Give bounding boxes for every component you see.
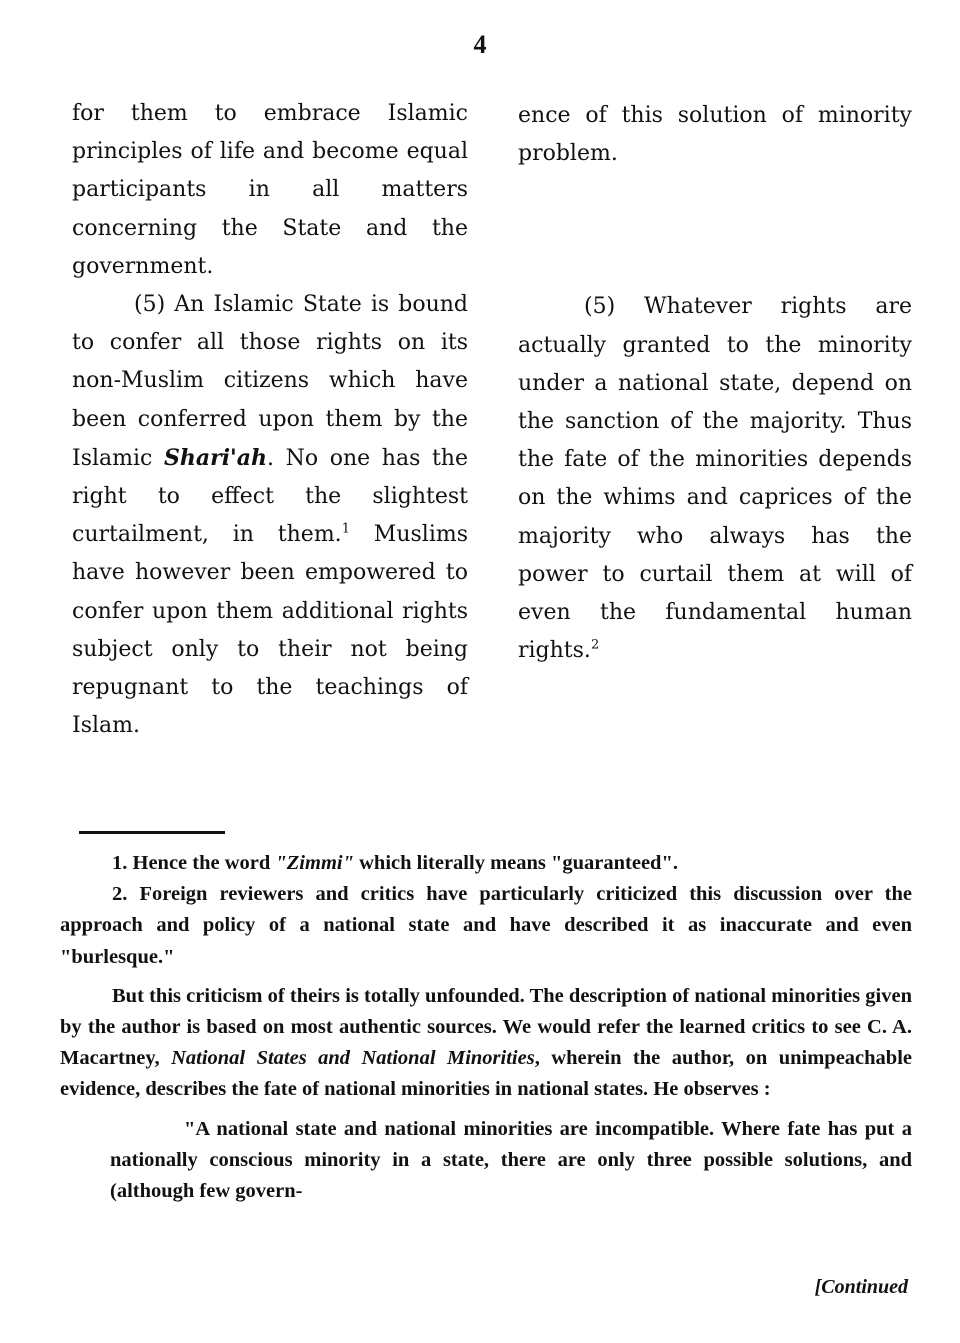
left-paragraph-2 — [72, 286, 468, 745]
footnote-2-number: 2. — [112, 883, 128, 906]
left-paragraph-2-text-b: . No one has the right to effect the slightest curtailment, in them. — [72, 445, 468, 548]
left-column — [72, 95, 468, 745]
footnote-1-text-b: which literally means "guaranteed". — [353, 852, 678, 874]
footnote-ref-1: 1 — [341, 521, 350, 537]
left-paragraph-2-text-c: Muslims have however been empowered to confer upon them additional rights subject only to their not being repugnant to the teachings of Islam. — [72, 522, 469, 739]
footnote-2-continuation — [60, 981, 912, 1106]
footnote-1 — [60, 848, 912, 879]
footnote-1-number: 1. — [112, 852, 128, 874]
right-paragraph-2 — [518, 288, 912, 670]
footnote-2-text: Foreign reviewers and critics have particularly criticized this discussion over the approach and policy of a national state and have described it as inaccurate and even "burlesque." — [60, 883, 912, 968]
right-paragraph-2-text: (5) Whatever rights are actually granted to the minority under a national state, depend on the sanction of the majority. Thus the fate of the minorities depends on the whims and caprices of the majority who always has the power to curtail them at will of even the fundamental human rights. — [518, 294, 912, 664]
footnote-ref-2: 2 — [590, 637, 600, 653]
continuation-text-a: But this criticism of theirs is totally unfounded. The description of national minorities given by the author is based on most authentic sources. We would refer the learned critics to see C. A. Macartney, — [60, 984, 912, 1070]
continued-marker: [Continued — [814, 1276, 908, 1298]
zimmi-term: "Zimmi" — [275, 852, 354, 874]
left-paragraph-1: for them to embrace Islamic principles of life and become equal participants in all matters concerning the State and the government. — [72, 101, 468, 279]
footnote-1-text-a: Hence the word — [127, 852, 276, 874]
left-paragraph-2-text-a: (5) An Islamic State is bound to confer all those rights on its non-Muslim citizens which have been conferred upon them by the Islamic — [72, 292, 468, 471]
footnotes-section — [60, 848, 912, 1207]
right-paragraph-1: ence of this solution of minority problem. — [518, 103, 912, 167]
continuation-text-b: , wherein the author, on unimpeachable evidence, describes the fate of national minorities in national states. He observes : — [60, 1047, 912, 1101]
shariah-term: Shari'ah — [163, 444, 268, 471]
right-column — [518, 97, 912, 670]
page-number: 4 — [473, 30, 487, 59]
macartney-quote: "A national state and national minorities are incompatible. Where fate has put a nationally conscious minority in a state, there are only three possible solutions, and (although few govern- — [110, 1117, 912, 1203]
book-title: National States and National Minorities — [171, 1047, 535, 1070]
footnote-divider — [79, 831, 225, 834]
footnote-2 — [60, 879, 912, 973]
